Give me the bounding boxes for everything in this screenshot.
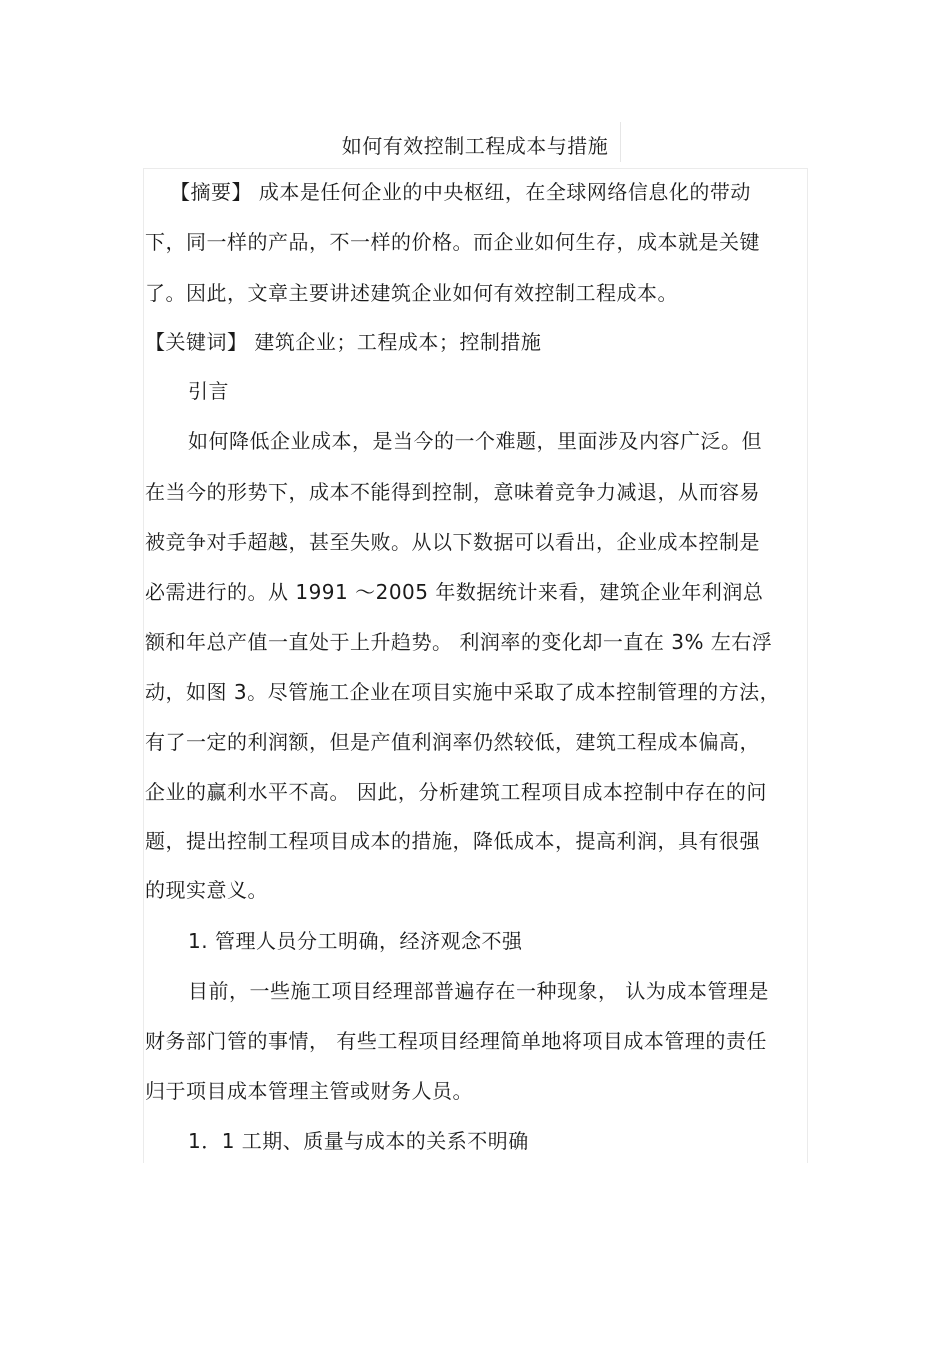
- body-line: 如何降低企业成本，是当今的一个难题，里面涉及内容广泛。但: [188, 429, 762, 453]
- body-line: 的现实意义。: [145, 878, 268, 902]
- abstract-line-2: 下，同一样的产品，不一样的价格。而企业如何生存，成本就是关键: [145, 230, 760, 254]
- body-line: 企业的赢利水平不高。 因此，分析建筑工程项目成本控制中存在的问: [145, 780, 767, 804]
- body-line: 动，如图 3。尽管施工企业在项目实施中采取了成本控制管理的方法，: [145, 680, 781, 704]
- section-heading-1-1: 1．1 工期、质量与成本的关系不明确: [188, 1129, 529, 1153]
- body-line: 被竞争对手超越，甚至失败。从以下数据可以看出，企业成本控制是: [145, 530, 760, 554]
- page-frame-top: [143, 168, 808, 169]
- page-frame-right: [807, 168, 808, 1163]
- body-line: 目前，一些施工项目经理部普遍存在一种现象， 认为成本管理是: [188, 979, 769, 1003]
- section-heading-intro: 引言: [188, 379, 229, 403]
- page-frame-left: [143, 168, 144, 1163]
- document-title: 如何有效控制工程成本与措施: [341, 134, 609, 158]
- abstract-line-3: 了。因此，文章主要讲述建筑企业如何有效控制工程成本。: [145, 281, 678, 305]
- body-line: 归于项目成本管理主管或财务人员。: [145, 1079, 473, 1103]
- body-line: 在当今的形势下，成本不能得到控制，意味着竞争力减退，从而容易: [145, 480, 760, 504]
- abstract-line-1: 【摘要】 成本是任何企业的中央枢纽，在全球网络信息化的带动: [170, 180, 751, 204]
- keywords-line: 【关键词】 建筑企业；工程成本；控制措施: [145, 330, 542, 354]
- body-line: 必需进行的。从 1991 ～2005 年数据统计来看，建筑企业年利润总: [145, 580, 764, 604]
- body-line: 题，提出控制工程项目成本的措施，降低成本，提高利润，具有很强: [145, 829, 760, 853]
- body-line: 财务部门管的事情， 有些工程项目经理简单地将项目成本管理的责任: [145, 1029, 767, 1053]
- section-heading-1: 1. 管理人员分工明确，经济观念不强: [188, 929, 523, 953]
- body-line: 额和年总产值一直处于上升趋势。 利润率的变化却一直在 3% 左右浮: [145, 630, 773, 654]
- body-line: 有了一定的利润额，但是产值利润率仍然较低，建筑工程成本偏高，: [145, 730, 760, 754]
